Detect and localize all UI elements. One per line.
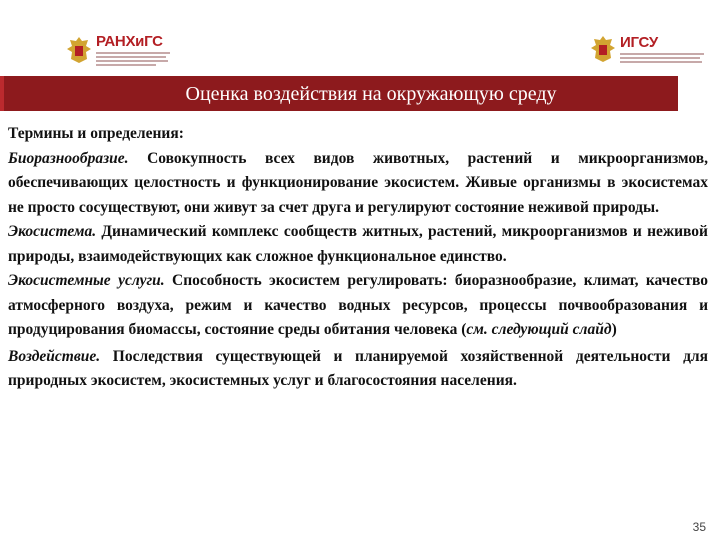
definition-text: Динамический комплекс сообществ житных, растений, микроорганизмов и неживой природы, взаимодействующих как сложное функциональное единство. — [8, 223, 708, 265]
definition-term: Экосистема. — [8, 223, 97, 240]
definition-term: Воздействие. — [8, 347, 101, 365]
logo-subtitle-lines — [620, 53, 704, 63]
definition-text: Способность экосистем регулировать: биоразнообразие, климат, качество атмосферного воздуха, режим и качество водных ресурсов, процессы почвообразования и продуцирования биомассы, состояние среды обитания человека ( — [8, 272, 708, 338]
definitions-body — [8, 122, 708, 394]
definition-text: Последствия существующей и планируемой хозяйственной деятельности для природных экосистем, экосистемных услуг и благосостояния населения. — [8, 347, 708, 389]
eagle-emblem-icon — [590, 34, 616, 64]
eagle-emblem-icon — [66, 35, 92, 65]
logo-name: ИГСУ — [620, 34, 658, 51]
definition-ecosystem-services — [8, 269, 708, 343]
definition-ecosystem — [8, 220, 708, 269]
slide-title: Оценка воздействия на окружающую среду — [185, 83, 557, 105]
logo-name: РАНХиГС — [96, 33, 163, 50]
ranepa-logo — [66, 34, 170, 66]
page-number: 35 — [692, 520, 706, 534]
definition-term: Экосистемные услуги. — [8, 272, 165, 289]
definition-text-end: ) — [611, 321, 617, 338]
section-heading: Термины и определения: — [8, 125, 184, 142]
definition-text: Совокупность всех видов животных, растений и микроорганизмов, обеспечивающих целостность и функционирование экосистем. Живые организмы в экосистемах не просто сосуществуют, они живут за счет друга и регулируют состояние неживой природы. — [8, 149, 708, 216]
definition-biodiversity — [8, 147, 708, 221]
igsu-logo — [590, 34, 704, 64]
title-bar — [0, 76, 678, 111]
definition-impact — [8, 345, 708, 394]
definition-reference: см. следующий слайд — [466, 321, 612, 338]
definition-term: Биоразнообразие. — [8, 149, 129, 167]
logo-subtitle-lines — [96, 52, 170, 66]
